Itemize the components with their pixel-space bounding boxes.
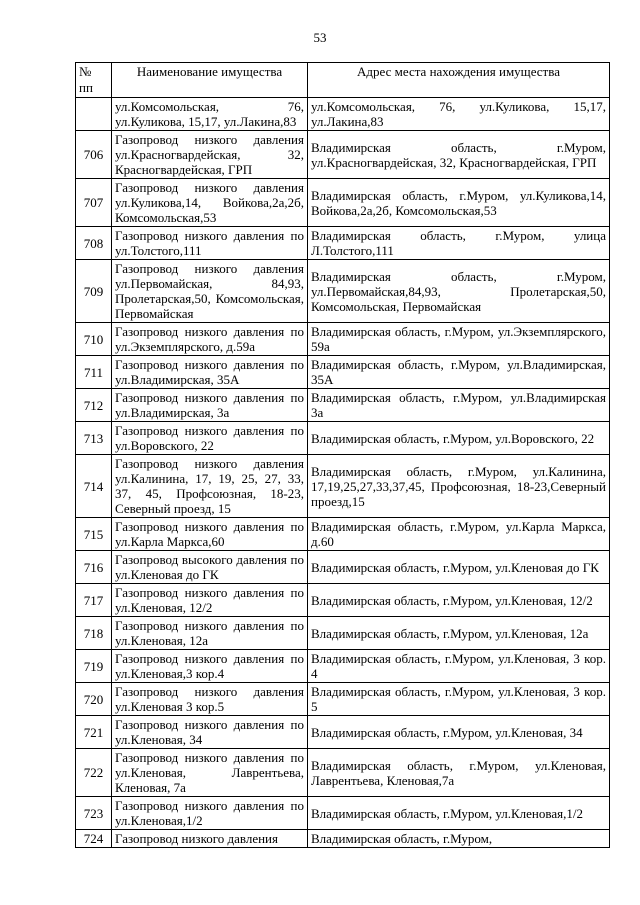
row-number-cell: 713 [76,422,112,455]
row-number-cell: 719 [76,650,112,683]
table-row [76,179,610,227]
row-number-cell: 710 [76,323,112,356]
table-row [76,356,610,389]
table-row [76,797,610,830]
property-name-cell: ул.Комсомольская, 76, ул.Куликова, 15,17, ул.Лакина,83 [112,98,308,131]
page-number: 53 [313,30,327,45]
row-number-cell: 720 [76,683,112,716]
property-name-cell: Газопровод высокого давления по ул.Кленовая до ГК [112,551,308,584]
property-address-cell: Владимирская область, г.Муром, ул.Владимирская 3а [308,389,610,422]
table-row [76,716,610,749]
property-address-cell: Владимирская область, г.Муром, улица Л.Толстого,111 [308,227,610,260]
property-address-cell: Владимирская область, г.Муром, ул.Первомайская,84,93, Пролетарская,50, Комсомольская, Первомайская [308,260,610,323]
property-address-cell: Владимирская область, г.Муром, ул.Воровского, 22 [308,422,610,455]
row-number-cell: 718 [76,617,112,650]
row-number-cell: 717 [76,584,112,617]
property-name-cell: Газопровод низкого давления по ул.Воровского, 22 [112,422,308,455]
row-number-cell: 716 [76,551,112,584]
property-address-cell: Владимирская область, г.Муром, ул.Кленовая, 3 кор. 4 [308,650,610,683]
table-row [76,260,610,323]
property-name-cell: Газопровод низкого давления по ул.Кленовая, Лаврентьева, Кленовая, 7а [112,749,308,797]
property-name-cell: Газопровод низкого давления ул.Первомайская, 84,93, Пролетарская,50, Комсомольская, Первомайская [112,260,308,323]
property-address-cell: Владимирская область, г.Муром, ул.Карла Маркса, д.60 [308,518,610,551]
table-row [76,389,610,422]
table-row [76,455,610,518]
property-address-cell: Владимирская область, г.Муром, ул.Кленовая, Лаврентьева, Кленовая,7а [308,749,610,797]
property-name-cell: Газопровод низкого давления по ул.Кленовая, 12/2 [112,584,308,617]
row-number-cell: 722 [76,749,112,797]
property-address-cell: Владимирская область, г.Муром, ул.Владимирская, 35А [308,356,610,389]
property-address-cell: Владимирская область, г.Муром, ул.Кленовая, 12а [308,617,610,650]
property-address-cell: Владимирская область, г.Муром, ул.Кленовая, 34 [308,716,610,749]
row-number-cell: 714 [76,455,112,518]
property-name-cell: Газопровод низкого давления ул.Красногвардейская, 32, Красногвардейская, ГРП [112,131,308,179]
row-number-cell [76,98,112,131]
table-row [76,749,610,797]
table-row [76,551,610,584]
property-name-cell: Газопровод низкого давления по ул.Карла Маркса,60 [112,518,308,551]
row-number-cell: 723 [76,797,112,830]
table-row [76,227,610,260]
property-name-cell: Газопровод низкого давления по ул.Кленовая,1/2 [112,797,308,830]
property-name-cell: Газопровод низкого давления ул.Кленовая 3 кор.5 [112,683,308,716]
property-address-cell: Владимирская область, г.Муром, ул.Кленовая до ГК [308,551,610,584]
row-number-cell: 712 [76,389,112,422]
table-body [76,98,610,848]
column-header-number-line2: пп [79,80,93,95]
table-row [76,323,610,356]
table-row [76,422,610,455]
table-row [76,518,610,551]
property-name-cell: Газопровод низкого давления по ул.Кленовая, 34 [112,716,308,749]
property-name-cell: Газопровод низкого давления по ул.Владимирская, 3а [112,389,308,422]
property-address-cell: Владимирская область, г.Муром, ул.Красногвардейская, 32, Красногвардейская, ГРП [308,131,610,179]
row-number-cell: 711 [76,356,112,389]
table-header-row [76,63,610,98]
property-address-cell: Владимирская область, г.Муром, ул.Кленовая,1/2 [308,797,610,830]
property-address-cell: Владимирская область, г.Муром, ул.Кленовая, 12/2 [308,584,610,617]
column-header-number [76,63,112,98]
property-address-cell: Владимирская область, г.Муром, ул.Кленовая, 3 кор. 5 [308,683,610,716]
row-number-cell: 708 [76,227,112,260]
property-name-cell: Газопровод низкого давления по ул.Кленовая, 12а [112,617,308,650]
column-header-address: Адрес места нахождения имущества [308,63,610,98]
property-name-cell: Газопровод низкого давления ул.Калинина, 17, 19, 25, 27, 33, 37, 45, Профсоюзная, 18-23, Северный проезд, 15 [112,455,308,518]
property-address-cell: ул.Комсомольская, 76, ул.Куликова, 15,17, ул.Лакина,83 [308,98,610,131]
property-register-table [75,62,610,848]
property-name-cell: Газопровод низкого давления ул.Куликова,14, Войкова,2а,2б, Комсомольская,53 [112,179,308,227]
table-row [76,584,610,617]
table-row [76,650,610,683]
property-name-cell: Газопровод низкого давления [112,830,308,848]
property-name-cell: Газопровод низкого давления по ул.Кленовая,3 кор.4 [112,650,308,683]
property-address-cell: Владимирская область, г.Муром, ул.Экземплярского, 59а [308,323,610,356]
row-number-cell: 706 [76,131,112,179]
property-name-cell: Газопровод низкого давления по ул.Толстого,111 [112,227,308,260]
table-row [76,683,610,716]
row-number-cell: 724 [76,830,112,848]
column-header-name: Наименование имущества [112,63,308,98]
property-address-cell: Владимирская область, г.Муром, [308,830,610,848]
table-row [76,617,610,650]
table-row [76,830,610,848]
row-number-cell: 721 [76,716,112,749]
property-address-cell: Владимирская область, г.Муром, ул.Куликова,14, Войкова,2а,2б, Комсомольская,53 [308,179,610,227]
column-header-number-line1: № [79,64,92,79]
property-name-cell: Газопровод низкого давления по ул.Владимирская, 35А [112,356,308,389]
table-row [76,131,610,179]
table-row [76,98,610,131]
property-name-cell: Газопровод низкого давления по ул.Экземплярского, д.59а [112,323,308,356]
row-number-cell: 709 [76,260,112,323]
property-address-cell: Владимирская область, г.Муром, ул.Калинина, 17,19,25,27,33,37,45, Профсоюзная, 18-23,Северный проезд,15 [308,455,610,518]
row-number-cell: 715 [76,518,112,551]
row-number-cell: 707 [76,179,112,227]
